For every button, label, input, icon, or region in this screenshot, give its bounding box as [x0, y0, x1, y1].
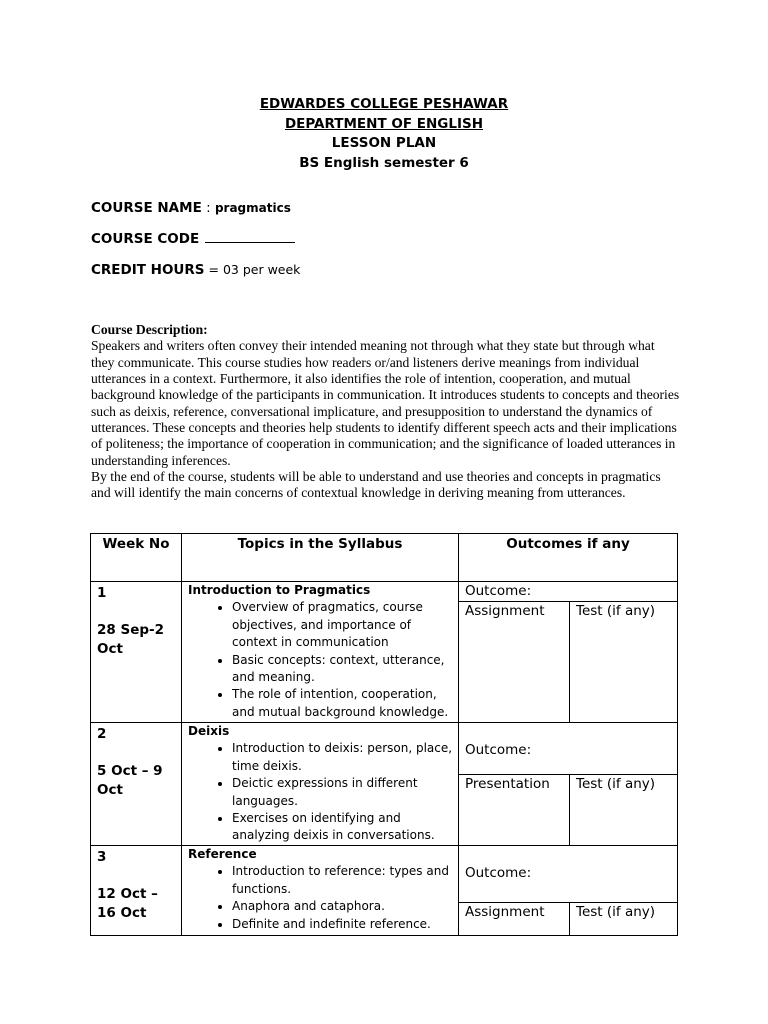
week-number: 1	[97, 585, 107, 601]
task-label: Presentation	[459, 775, 570, 845]
list-item: • Deictic expressions in different languages.	[232, 775, 454, 810]
list-item: • Introduction to reference: types and functions.	[232, 863, 454, 898]
course-code-label: COURSE CODE	[91, 231, 200, 247]
week-cell	[91, 582, 182, 723]
topic-title: Reference	[188, 847, 257, 861]
list-item: • Exercises on identifying and analyzing deixis in conversations.	[232, 810, 454, 845]
outcome-cell	[459, 582, 678, 723]
header-outcomes: Outcomes if any	[459, 534, 678, 582]
topic-cell	[182, 723, 459, 846]
credit-hours-value: = 03 per week	[204, 262, 301, 277]
task-label: Assignment	[459, 602, 570, 722]
course-description	[91, 322, 681, 502]
outcome-cell	[459, 846, 678, 936]
college-name: EDWARDES COLLEGE PESHAWAR	[259, 96, 509, 112]
credit-hours-line	[91, 262, 300, 278]
course-name-label: COURSE NAME	[91, 200, 202, 216]
department-name: DEPARTMENT OF ENGLISH	[284, 115, 484, 132]
topic-bullets	[188, 740, 454, 844]
course-code-line	[91, 231, 295, 247]
topic-title: Introduction to Pragmatics	[188, 583, 371, 597]
outcome-label: Outcome:	[459, 582, 677, 602]
credit-hours-label: CREDIT HOURS	[91, 262, 205, 278]
lesson-plan-table	[90, 533, 678, 936]
outcome-label: Outcome:	[459, 723, 677, 775]
table-header-row	[91, 534, 678, 582]
list-item: • The role of intention, cooperation, and mutual background knowledge.	[232, 686, 454, 721]
list-item: • Definite and indefinite reference.	[232, 916, 454, 933]
table-row	[91, 846, 678, 936]
list-item: • Overview of pragmatics, course objectives, and importance of context in communication	[232, 599, 454, 651]
outcome-label: Outcome:	[459, 846, 677, 903]
topic-bullets	[188, 863, 454, 933]
document-header	[0, 95, 768, 173]
list-item: • Basic concepts: context, utterance, and meaning.	[232, 652, 454, 687]
list-item: • Anaphora and cataphora.	[232, 898, 454, 915]
course-name-separator: :	[201, 200, 215, 216]
table-row	[91, 582, 678, 723]
topic-title: Deixis	[188, 724, 230, 738]
header-topics: Topics in the Syllabus	[182, 534, 459, 582]
course-description-paragraph-2: By the end of the course, students will be able to understand and use theories and concepts in pragmatics and will identify the main concerns of contextual knowledge in deriving meaning from utterances.	[91, 469, 661, 501]
week-cell	[91, 723, 182, 846]
course-code-blank	[205, 231, 295, 243]
test-label: Test (if any)	[576, 904, 656, 920]
outcome-cell	[459, 723, 678, 846]
week-number: 2	[97, 726, 107, 742]
topic-cell	[182, 582, 459, 723]
table-row	[91, 723, 678, 846]
week-dates: 5 Oct – 9 Oct	[97, 763, 163, 798]
course-description-paragraph-1: Speakers and writers often convey their intended meaning not through what they state but through what they communicate. This course studies how readers or/and listeners derive meanings from individual utterances in a context. Furthermore, it also identifies the role of intention, cooperation, and mutual background knowledge of the participants in communication. It introduces students to concepts and theories such as deixis, reference, conversational implicature, and presupposition to understand the dynamics of utterances. These concepts and theories help students to identify different speech acts and their implications of politeness; the importance of cooperation in communication; and the significance of loaded utterances in understanding inferences.	[91, 338, 680, 468]
week-dates: 28 Sep-2 Oct	[97, 622, 165, 657]
list-item: • Introduction to deixis: person, place, time deixis.	[232, 740, 454, 775]
course-description-title: Course Description:	[91, 322, 208, 337]
course-name-line	[91, 200, 291, 216]
course-name-value: pragmatics	[214, 201, 291, 215]
week-number: 3	[97, 849, 107, 865]
topic-bullets	[188, 599, 454, 721]
test-label: Test (if any)	[576, 603, 656, 619]
program-semester: BS English semester 6	[299, 154, 469, 171]
test-label: Test (if any)	[576, 776, 656, 792]
week-cell	[91, 846, 182, 936]
document-title: LESSON PLAN	[331, 135, 437, 151]
task-label: Assignment	[459, 903, 570, 935]
week-dates: 12 Oct – 16 Oct	[97, 886, 158, 921]
topic-cell	[182, 846, 459, 936]
header-week-no: Week No	[91, 534, 182, 582]
